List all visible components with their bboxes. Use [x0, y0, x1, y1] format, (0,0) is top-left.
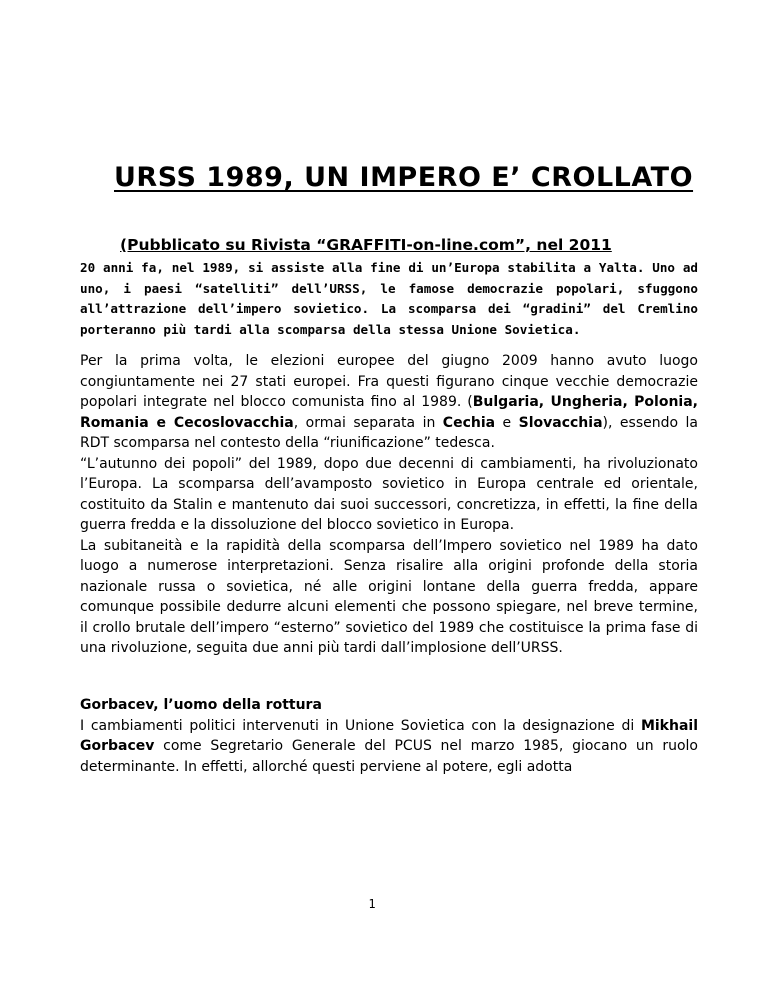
text-run: Per la prima volta, le elezioni europee del giugno 2009 hanno avuto luogo congiuntamente nei 27 stati europei. Fra questi figurano cinque vecchie democrazie popolari integrate nel blocco comunista fino al 1989. ( [80, 353, 698, 410]
lead-text: 20 anni fa, nel 1989, si assiste alla fine di un’Europa stabilita a Yalta. Uno ad uno, i paesi “satelliti” dell’URSS, le famose democrazie popolari, sfuggono all’attrazione dell’impero sovietico. La scomparsa dei “gradini” del Cremlino porteranno più tardi alla scomparsa della stessa Unione Sovietica. [80, 260, 698, 337]
text-run: e [495, 414, 519, 431]
countries-list: Bulgaria, Ungheria, Polonia, Romania e Cecoslovacchia [80, 394, 698, 431]
page-number: 1 [368, 897, 376, 911]
text-run: I cambiamenti politici intervenuti in Unione Sovietica con la designazione di [80, 717, 641, 734]
country-slovacchia: Slovacchia [518, 414, 603, 431]
text-run: ), essendo la RDT scomparsa nel contesto della “riunificazione” tedesca. [80, 414, 698, 451]
paragraph-elections [80, 351, 698, 454]
lead-paragraph [80, 258, 698, 340]
paragraph-autunno: “L’autunno dei popoli” del 1989, dopo due decenni di cambiamenti, ha rivoluzionato l’Europa. La scomparsa dell’avamposto sovietico in Europa centrale ed orientale, costituito da Stalin e mantenuto dai suoi successori, concretizza, in effetti, la fine della guerra fredda e la dissoluzione del blocco sovietico in Europa. [80, 455, 698, 533]
text-run: come Segretario Generale del PCUS nel marzo 1985, giocano un ruolo determinante. In effetti, allorché questi perviene al potere, egli adotta [80, 738, 698, 775]
paragraph-gorbacev [80, 716, 698, 778]
body-text [80, 351, 698, 659]
section-gorbacev [80, 695, 698, 777]
section-heading: Gorbacev, l’uomo della rottura [80, 697, 322, 713]
text-run: , ormai separata in [293, 414, 443, 431]
document-title: URSS 1989, UN IMPERO E’ CROLLATO [114, 162, 694, 193]
person-name: Mikhail Gorbacev [80, 717, 698, 754]
country-cechia: Cechia [442, 414, 496, 431]
publication-note: (Pubblicato su Rivista “GRAFFITI-on-line.com”, nel 2011 [120, 236, 612, 254]
paragraph-subitaneita: La subitaneità e la rapidità della scomparsa dell’Impero sovietico nel 1989 ha dato luogo a numerose interpretazioni. Senza risalire alla origini profonde della storia nazionale russa o sovietica, né alle origini lontane della guerra fredda, appare comunque possibile dedurre alcuni elementi che possono spiegare, nel breve termine, il crollo brutale dell’impero “esterno” sovietico del 1989 che costituisce la prima fase di una rivoluzione, seguita due anni più tardi dall’implosione dell’URSS. [80, 537, 698, 656]
